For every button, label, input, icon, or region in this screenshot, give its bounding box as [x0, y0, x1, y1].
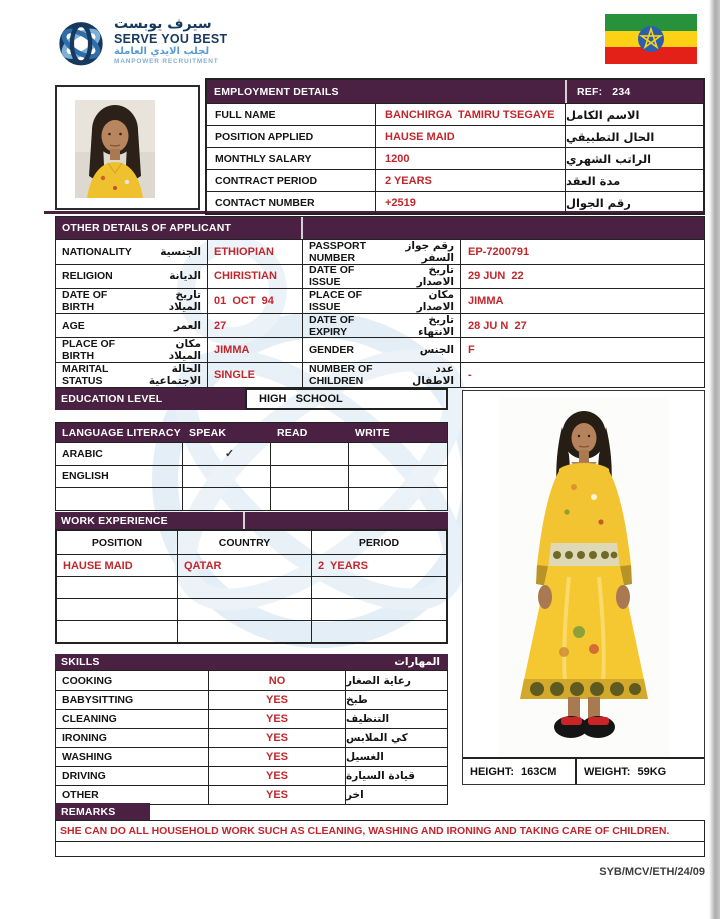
table-row	[56, 690, 447, 709]
field-value: CHIRISTIAN	[208, 265, 303, 289]
field-label-arabic: رقم جواز السفر	[405, 240, 454, 264]
position-cell	[57, 577, 178, 598]
field-label-arabic: الحالة الاجتماعية	[148, 362, 201, 387]
field-value: ETHIOPIAN	[208, 240, 303, 264]
table-row	[56, 671, 447, 690]
field-label-arabic: تاريخ الانتهاء	[418, 313, 454, 338]
column-header: POSITION	[57, 531, 178, 554]
field-label-arabic: مكان الاصدار	[416, 289, 454, 313]
table-row	[57, 598, 446, 620]
skill-value: YES	[209, 691, 346, 709]
logo-tagline: MANPOWER RECRUITMENT	[114, 58, 219, 66]
language-name: ARABIC	[56, 443, 183, 465]
field-value: BANCHIRGA TAMIRU TSEGAYE	[376, 104, 566, 125]
field-label-arabic: مدة العقد	[566, 173, 621, 188]
field-value: 27	[208, 314, 303, 338]
field-label: CONTACT NUMBER	[207, 192, 376, 213]
applicant-headshot-frame	[55, 85, 200, 210]
skill-name-arabic: كي الملابس	[346, 732, 408, 744]
read-cell	[271, 488, 349, 510]
skills-title: SKILLS	[61, 656, 100, 668]
employment-details-header	[207, 80, 703, 103]
period-cell	[312, 577, 446, 598]
logo-text-block	[114, 15, 228, 69]
field-label: AGE	[62, 319, 85, 332]
field-value: -	[468, 368, 472, 381]
field-label: MONTHLY SALARY	[207, 148, 376, 169]
field-label: NATIONALITY	[62, 245, 132, 258]
skills-title-arabic: المهارات	[394, 656, 440, 668]
field-value: 29 JUN 22	[468, 270, 524, 283]
table-row	[56, 337, 704, 362]
country-cell	[178, 599, 312, 620]
period-cell	[312, 621, 446, 642]
field-label-arabic: تاريخ الميلاد	[168, 289, 201, 313]
write-cell	[349, 443, 447, 465]
table-row	[56, 747, 447, 766]
skill-value: YES	[209, 748, 346, 766]
header-spacer	[245, 512, 448, 529]
table-row	[56, 442, 447, 465]
field-value: 2 YEARS	[376, 170, 566, 191]
read-cell	[271, 466, 349, 488]
field-value: 28 JU N 27	[468, 319, 527, 332]
table-row	[207, 191, 703, 213]
skill-value: YES	[209, 767, 346, 785]
weight-value: 59KG	[637, 765, 667, 778]
country-cell	[178, 577, 312, 598]
field-label-arabic: العمر	[173, 319, 201, 332]
field-label: DATE OF ISSUE	[309, 264, 355, 289]
remarks-section	[55, 803, 705, 857]
table-row	[56, 766, 447, 785]
field-value: F	[468, 344, 475, 357]
table-row	[56, 264, 704, 289]
table-row	[207, 147, 703, 169]
skills-section	[55, 654, 448, 805]
skill-value: YES	[209, 729, 346, 747]
write-cell	[349, 488, 447, 510]
table-row	[57, 554, 446, 576]
skill-name-arabic: طبخ	[346, 694, 368, 706]
period-cell: 2 YEARS	[318, 559, 368, 572]
table-row	[56, 785, 447, 804]
period-cell	[312, 599, 446, 620]
work-experience-table	[55, 529, 448, 644]
document-reference-code: SYB/MCV/ETH/24/09	[599, 866, 705, 878]
field-value: 01 OCT 94	[208, 289, 303, 313]
skills-header	[55, 654, 448, 670]
language-literacy-table	[55, 422, 448, 511]
field-label: GENDER	[309, 344, 354, 357]
language-literacy-header	[56, 423, 447, 442]
education-level-value: HIGH SCHOOL	[245, 388, 448, 410]
logo-knot-icon	[55, 15, 107, 69]
speak-cell	[183, 466, 271, 488]
field-value: JIMMA	[468, 294, 504, 307]
field-label-arabic: الاسم الكامل	[566, 107, 640, 122]
work-experience-section	[55, 512, 448, 644]
skill-name-arabic: اخر	[346, 789, 364, 801]
table-row	[57, 620, 446, 642]
table-row	[56, 487, 447, 510]
read-cell	[271, 443, 349, 465]
skill-value: YES	[209, 786, 346, 804]
position-cell: HAUSE MAID	[57, 555, 178, 576]
check-mark: ✓	[183, 443, 271, 465]
height-label: HEIGHT:	[470, 765, 514, 778]
work-experience-header	[55, 512, 448, 529]
height-value: 163CM	[521, 765, 557, 778]
field-label: CONTRACT PERIOD	[207, 170, 376, 191]
other-details-title: OTHER DETAILS OF APPLICANT	[56, 217, 303, 239]
skill-name: DRIVING	[56, 767, 209, 785]
field-label-arabic: الراتب الشهري	[566, 151, 652, 166]
table-row	[57, 576, 446, 598]
work-experience-title: WORK EXPERIENCE	[55, 512, 245, 529]
weight-label: WEIGHT:	[584, 765, 631, 778]
header-spacer	[303, 217, 704, 239]
skill-value: NO	[209, 671, 346, 690]
height-weight-row	[463, 757, 704, 784]
education-level-label: EDUCATION LEVEL	[55, 388, 245, 410]
skill-name: IRONING	[56, 729, 209, 747]
table-row	[56, 313, 704, 338]
remarks-table	[55, 820, 705, 857]
applicant-headshot-photo	[75, 100, 155, 198]
column-header: WRITE	[355, 426, 390, 439]
table-row	[207, 103, 703, 125]
skill-name-arabic: الغسيل	[346, 751, 384, 763]
field-value: 1200	[376, 148, 566, 169]
field-label: PASSPORT NUMBER	[309, 240, 366, 264]
table-row	[56, 465, 447, 488]
employment-ref	[567, 80, 703, 103]
field-label: NUMBER OF CHILDREN	[309, 362, 373, 387]
field-label: PLACE OF BIRTH	[62, 338, 116, 362]
applicant-fullbody-frame	[462, 390, 705, 785]
table-row	[56, 239, 704, 264]
agency-logo	[55, 15, 228, 69]
employment-details-table	[205, 78, 705, 215]
field-label-arabic: مكان الميلاد	[168, 338, 201, 362]
logo-arabic-tagline: لجلب الايدي العاملة	[114, 46, 210, 58]
skill-name: OTHER	[56, 786, 209, 804]
column-header: PERIOD	[358, 536, 400, 549]
language-name	[56, 488, 183, 510]
field-label: FULL NAME	[207, 104, 376, 125]
applicant-fullbody-photo	[463, 391, 704, 757]
skill-name: COOKING	[56, 671, 209, 690]
employment-details-title: EMPLOYMENT DETAILS	[207, 80, 567, 103]
other-details-header	[56, 217, 704, 239]
field-label-arabic: عدد الاطفال	[412, 362, 454, 387]
table-row	[56, 362, 704, 387]
field-label: DATE OF EXPIRY	[309, 313, 355, 338]
column-header: COUNTRY	[178, 531, 312, 554]
remarks-empty-row	[56, 841, 704, 856]
field-label-arabic: تاريخ الاصدار	[416, 264, 454, 289]
field-value: JIMMA	[208, 338, 303, 362]
table-row	[56, 288, 704, 313]
write-cell	[349, 466, 447, 488]
logo-name: SERVE YOU BEST	[114, 31, 228, 46]
table-row	[56, 709, 447, 728]
ethiopia-flag-icon	[605, 14, 697, 69]
field-label: DATE OF BIRTH	[62, 289, 108, 313]
field-label-arabic: الديانة	[169, 270, 201, 283]
field-label: POSITION APPLIED	[207, 126, 376, 147]
field-label-arabic: الجنسية	[160, 245, 201, 258]
remarks-text: SHE CAN DO ALL HOUSEHOLD WORK SUCH AS CLEANING, WASHING AND IRONING AND TAKING CARE OF CHILDREN.	[60, 825, 670, 837]
field-value: SINGLE	[208, 363, 303, 387]
skill-name-arabic: قيادة السيارة	[346, 770, 416, 782]
skill-name: WASHING	[56, 748, 209, 766]
position-cell	[57, 621, 178, 642]
column-header: LANGUAGE LITERACY	[62, 426, 181, 439]
field-label-arabic: الجنس	[419, 344, 454, 357]
skill-value: YES	[209, 710, 346, 728]
logo-arabic-name: سيرف يوبست	[114, 16, 212, 33]
ref-value: 234	[612, 85, 631, 98]
country-cell	[178, 621, 312, 642]
table-row	[207, 169, 703, 191]
field-value: EP-7200791	[468, 245, 530, 258]
skill-name: BABYSITTING	[56, 691, 209, 709]
skill-name: CLEANING	[56, 710, 209, 728]
field-label: RELIGION	[62, 270, 113, 283]
other-details-table	[55, 216, 705, 388]
field-label-arabic: رقم الجوال	[566, 195, 631, 210]
column-header: SPEAK	[189, 426, 227, 439]
education-level-row	[55, 388, 448, 410]
table-row	[207, 125, 703, 147]
field-label: MARITAL STATUS	[62, 362, 109, 387]
field-value: HAUSE MAID	[376, 126, 566, 147]
language-name: ENGLISH	[56, 466, 183, 488]
field-label: PLACE OF ISSUE	[309, 289, 363, 313]
remarks-title: REMARKS	[55, 803, 150, 820]
country-cell: QATAR	[178, 555, 312, 576]
skill-name-arabic: التنظيف	[346, 713, 390, 725]
work-table-header	[57, 531, 446, 554]
ref-label: REF:	[577, 85, 603, 98]
column-header: READ	[277, 426, 308, 439]
skill-name-arabic: رعاية الصغار	[346, 674, 411, 687]
page-edge-shadow	[709, 0, 720, 919]
field-value: +2519	[376, 192, 566, 213]
speak-cell	[183, 488, 271, 510]
field-label-arabic: الحال التطبيقي	[566, 129, 655, 144]
skills-table	[55, 670, 448, 805]
table-row	[56, 728, 447, 747]
position-cell	[57, 599, 178, 620]
